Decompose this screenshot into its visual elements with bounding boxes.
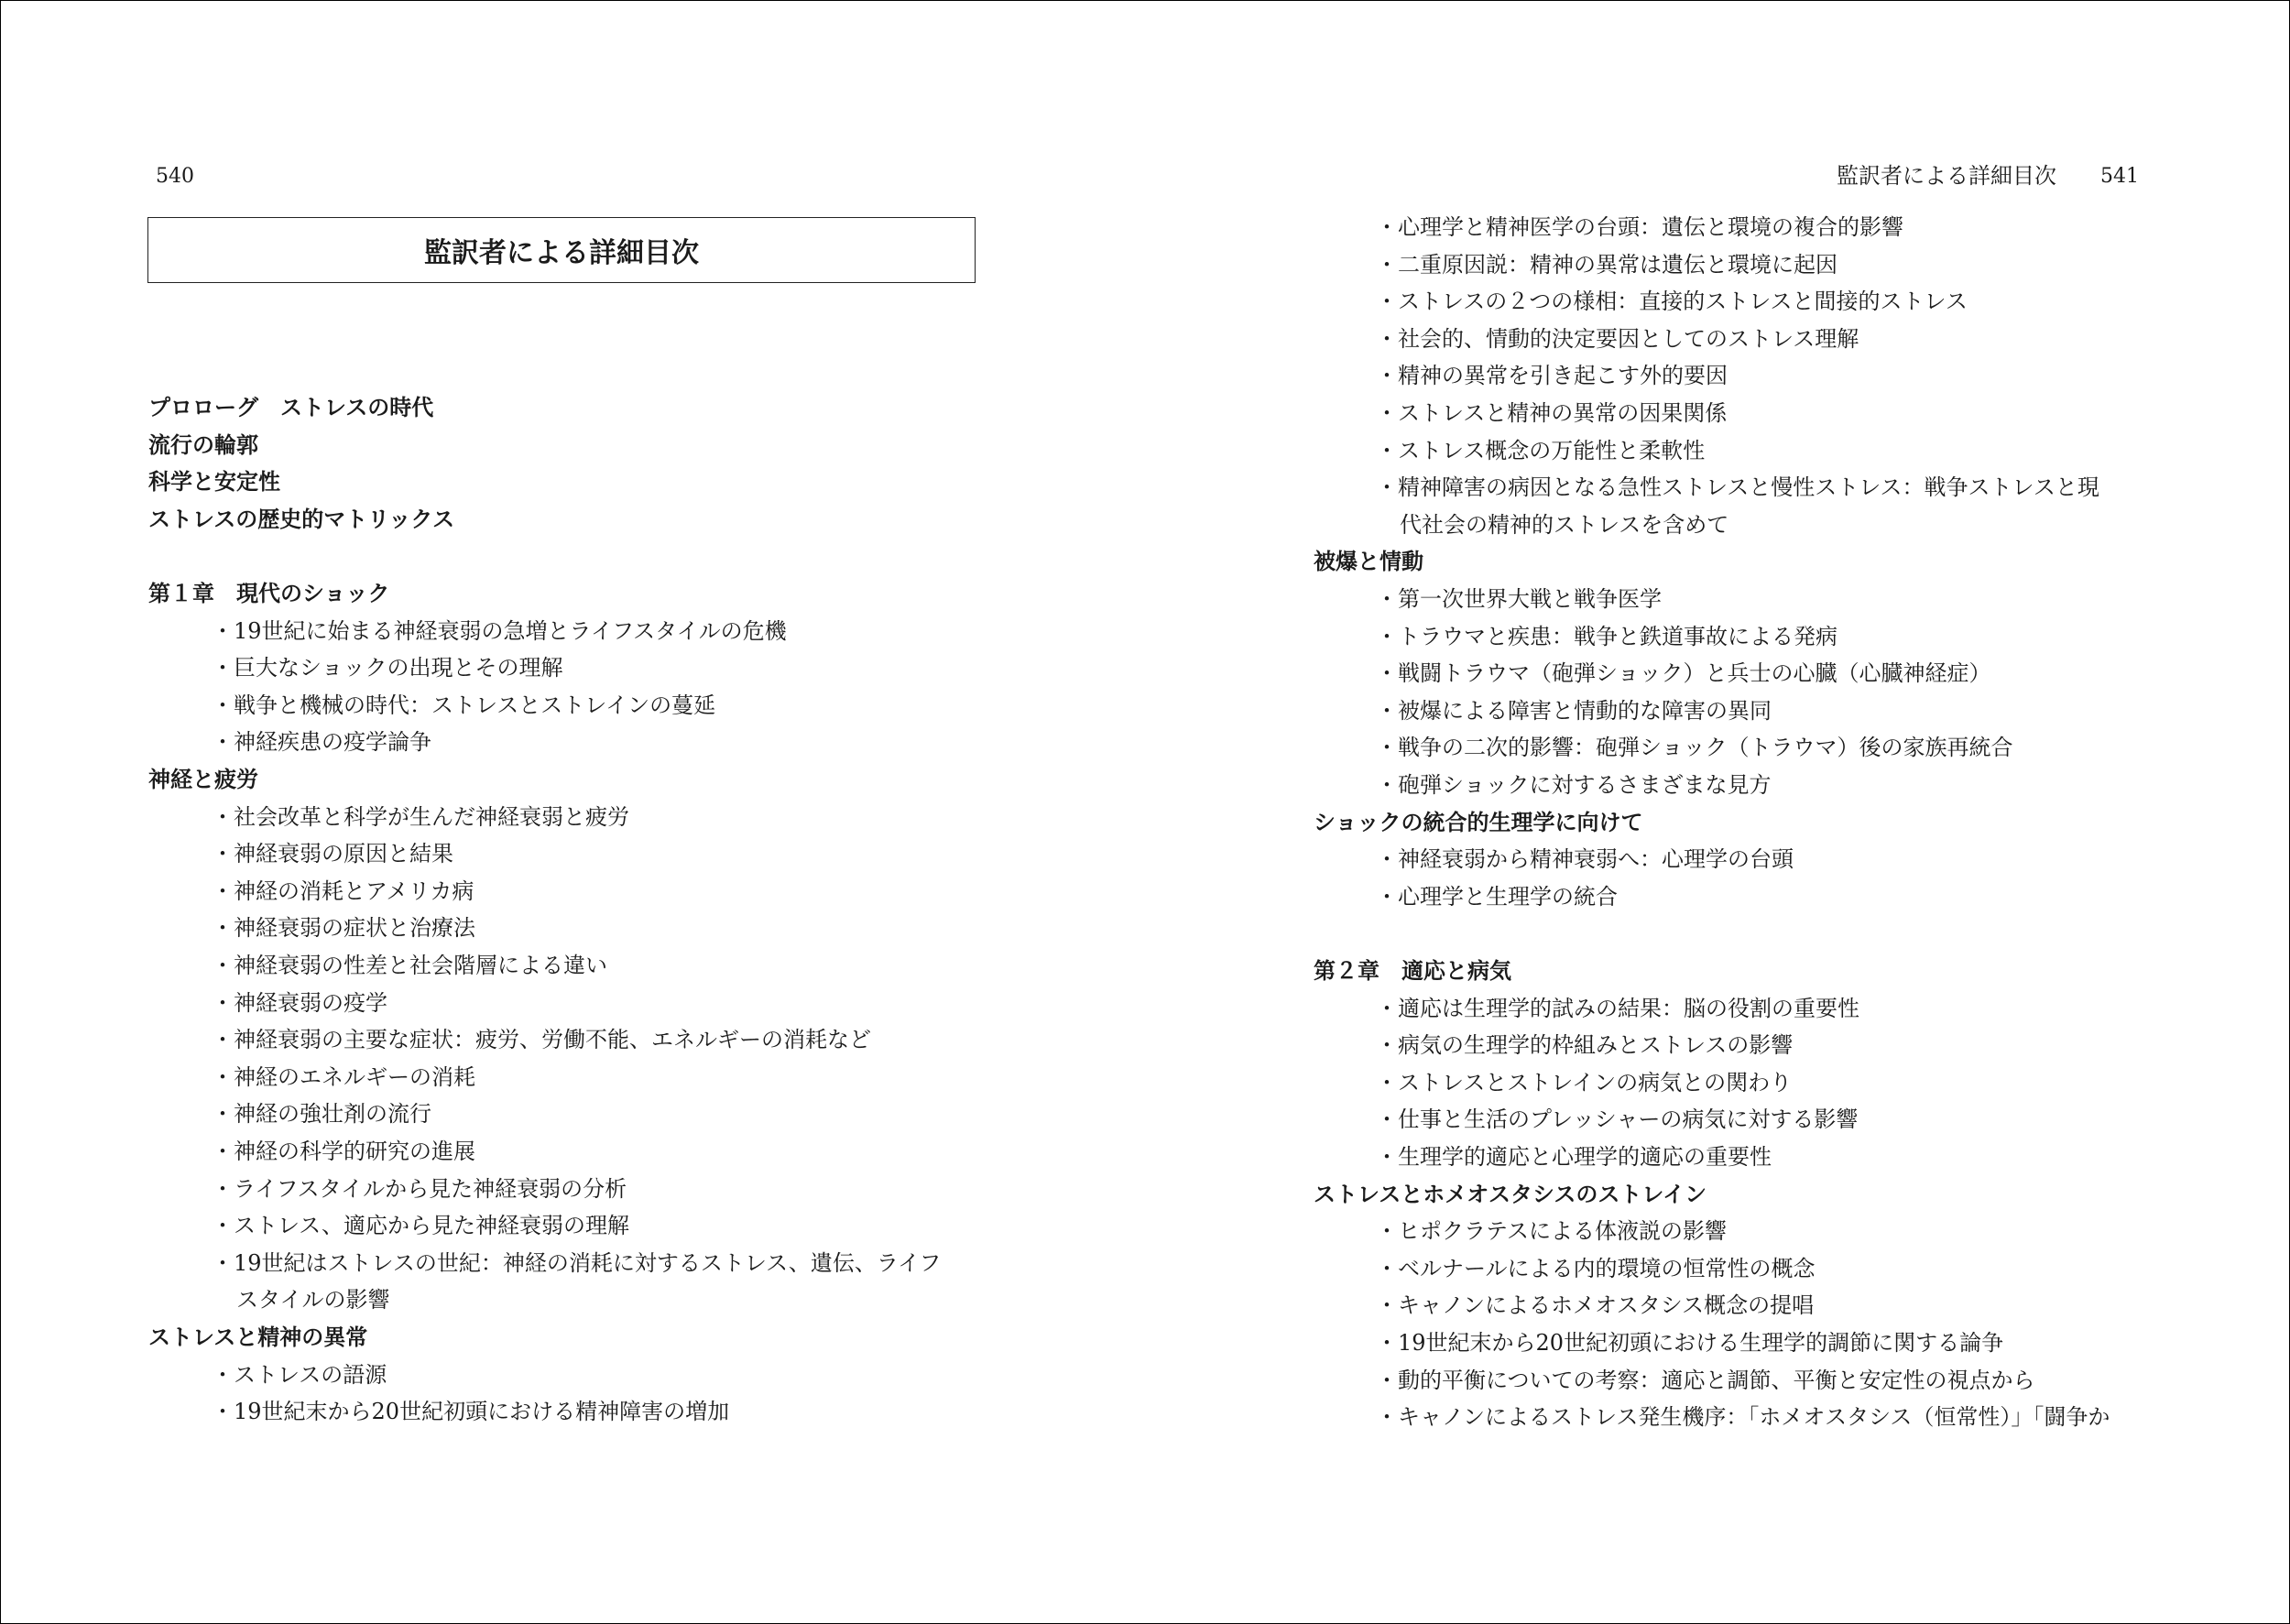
toc-item: ・被爆による障害と情動的な障害の異同 [1376,697,1772,724]
toc-item: ・戦争と機械の時代：ストレスとストレインの蔓延 [212,692,716,718]
toc-item: ・19世紀はストレスの世紀：神経の消耗に対するストレス、遺伝、ライフ [212,1249,942,1276]
toc-item: ・ベルナールによる内的環境の恒常性の概念 [1376,1255,1816,1281]
toc-item: ・神経衰弱の性差と社会階層による違い [212,953,607,978]
toc-item: ・精神の異常を引き起こす外的要因 [1376,363,1728,389]
toc-item: ・19世紀に始まる神経衰弱の急増とライフスタイルの危機 [212,617,787,644]
toc-heading: ストレスの歴史的マトリックス [148,506,455,532]
toc-item: ・巨大なショックの出現とその理解 [212,655,563,681]
toc-item: ・神経の強壮剤の流行 [212,1101,431,1128]
toc-item: ・神経衰弱の疫学 [212,989,387,1016]
toc-heading: 神経と疲労 [148,767,258,792]
toc-item: ・トラウマと疾患：戦争と鉄道事故による発病 [1376,623,1837,649]
toc-item: ・19世紀末から20世紀初頭における精神障害の増加 [212,1399,730,1425]
toc-item: ・心理学と精神医学の台頭：遺伝と環境の複合的影響 [1376,214,1903,240]
toc-item: ・キャノンによるホメオスタシス概念の提唱 [1376,1292,1815,1319]
toc-item: ・第一次世界大戦と戦争医学 [1376,586,1662,612]
toc-item: ・精神障害の病因となる急性ストレスと慢性ストレス：戦争ストレスと現 [1376,474,2099,501]
running-head: 監訳者による詳細目次 [1837,163,2056,189]
toc-item: ・ストレスの語源 [212,1361,387,1388]
right-page-number: 541 [2100,165,2139,188]
toc-item: ・ライフスタイルから見た神経衰弱の分析 [212,1175,627,1202]
toc-item: ・神経の消耗とアメリカ病 [212,877,474,904]
toc-heading: 被爆と情動 [1314,549,1423,575]
toc-heading: 科学と安定性 [148,469,280,496]
toc-item: ・19世紀末から20世紀初頭における生理学的調節に関する論争 [1376,1330,2004,1356]
toc-item: ・ストレスと精神の異常の因果関係 [1376,400,1728,426]
toc-heading: 流行の輪郭 [148,431,258,458]
toc-heading: プロローグ ストレスの時代 [148,395,434,420]
toc-item: ・戦争の二次的影響：砲弾ショック（トラウマ）後の家族再統合 [1376,735,2013,761]
toc-heading: 第１章 現代のショック [148,581,390,606]
toc-item: ・二重原因説：精神の異常は遺伝と環境に起因 [1376,251,1837,278]
left-page-number: 540 [156,165,194,188]
toc-item: ・ヒポクラテスによる体液説の影響 [1376,1218,1728,1245]
toc-item: ・心理学と生理学の統合 [1376,883,1618,910]
toc-item-continued: スタイルの影響 [236,1287,390,1313]
toc-title-box [147,217,976,283]
toc-item: ・仕事と生活のプレッシャーの病気に対する影響 [1376,1106,1859,1133]
toc-heading: 第２章 適応と病気 [1314,958,1511,984]
toc-item: ・神経衰弱の主要な症状：疲労、労働不能、エネルギーの消耗など [212,1027,871,1053]
toc-item: ・神経衰弱から精神衰弱へ：心理学の台頭 [1376,846,1794,873]
toc-item: ・ストレス概念の万能性と柔軟性 [1376,437,1706,463]
toc-item: ・適応は生理学的試みの結果：脳の役割の重要性 [1376,995,1859,1021]
toc-item: ・ストレスの２つの様相：直接的ストレスと間接的ストレス [1376,289,1968,315]
toc-item: ・ストレス、適応から見た神経衰弱の理解 [212,1213,629,1239]
toc-item: ・神経のエネルギーの消耗 [212,1063,475,1090]
toc-item: ・ストレスとストレインの病気との関わり [1376,1069,1793,1095]
toc-item: ・病気の生理学的枠組みとストレスの影響 [1376,1032,1794,1059]
toc-item: ・神経疾患の疫学論争 [212,729,431,756]
toc-item: ・動的平衡についての考察：適応と調節、平衡と安定性の視点から [1376,1367,2035,1393]
toc-item: ・キャノンによるストレス発生機序：「ホメオスタシス（恒常性）」「闘争か [1376,1404,2110,1431]
toc-heading: ストレスと精神の異常 [148,1324,368,1350]
toc-title: 監訳者による詳細目次 [424,237,699,269]
toc-item: ・神経の科学的研究の進展 [212,1139,475,1164]
toc-item-continued: 代社会の精神的ストレスを含めて [1400,511,1729,538]
toc-item: ・神経衰弱の原因と結果 [212,841,453,867]
toc-item: ・戦闘トラウマ（砲弾ショック）と兵士の心臓（心臓神経症） [1376,660,1991,687]
toc-item: ・砲弾ショックに対するさまざまな見方 [1376,772,1772,798]
toc-item: ・社会改革と科学が生んだ神経衰弱と疲労 [212,803,629,830]
toc-item: ・生理学的適応と心理学的適応の重要性 [1376,1144,1772,1170]
toc-heading: ストレスとホメオスタシスのストレイン [1314,1181,1707,1207]
toc-item: ・社会的、情動的決定要因としてのストレス理解 [1376,325,1859,352]
toc-item: ・神経衰弱の症状と治療法 [212,915,475,942]
toc-heading: ショックの統合的生理学に向けて [1314,809,1643,835]
